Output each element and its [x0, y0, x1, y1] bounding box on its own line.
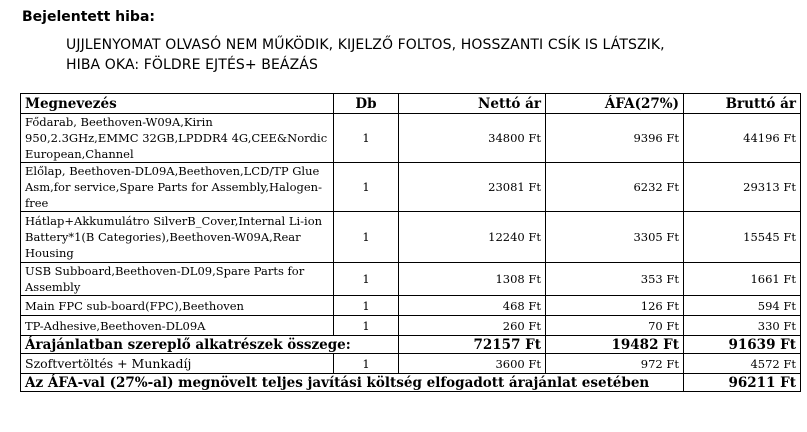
- part-qty: 1: [334, 163, 399, 212]
- labor-net: 3600 Ft: [399, 354, 546, 374]
- part-qty: 1: [334, 212, 399, 263]
- column-header-gross: Bruttó ár: [684, 94, 801, 114]
- column-header-vat: ÁFA(27%): [546, 94, 684, 114]
- part-name: Hátlap+Akkumulátro SilverB_Cover,Internal Li-ion Battery*1(B Categories),Beethoven-W09A,Rear Housing: [21, 212, 334, 263]
- part-name: USB Subboard,Beethoven-DL09,Spare Parts for Assembly: [21, 263, 334, 296]
- part-vat: 126 Ft: [546, 296, 684, 316]
- part-net-price: 23081 Ft: [399, 163, 546, 212]
- part-net-price: 12240 Ft: [399, 212, 546, 263]
- parts-sum-row: [21, 336, 801, 354]
- grand-total-row: [21, 374, 801, 392]
- column-header-net: Nettó ár: [399, 94, 546, 114]
- part-vat: 353 Ft: [546, 263, 684, 296]
- part-name: Main FPC sub-board(FPC),Beethoven: [21, 296, 334, 316]
- part-vat: 6232 Ft: [546, 163, 684, 212]
- parts-sum-label: Árajánlatban szereplő alkatrészek összege:: [21, 336, 399, 354]
- part-qty: 1: [334, 316, 399, 336]
- part-gross-price: 44196 Ft: [684, 114, 801, 163]
- part-qty: 1: [334, 114, 399, 163]
- part-name: Előlap, Beethoven-DL09A,Beethoven,LCD/TP Glue Asm,for service,Spare Parts for Assembly,Halogen-free: [21, 163, 334, 212]
- fault-description: [66, 35, 665, 75]
- parts-sum-gross: 91639 Ft: [684, 336, 801, 354]
- parts-sum-net: 72157 Ft: [399, 336, 546, 354]
- labor-qty: 1: [334, 354, 399, 374]
- part-gross-price: 15545 Ft: [684, 212, 801, 263]
- column-header-qty: Db: [334, 94, 399, 114]
- part-net-price: 468 Ft: [399, 296, 546, 316]
- grand-total-gross: 96211 Ft: [684, 374, 801, 392]
- part-net-price: 260 Ft: [399, 316, 546, 336]
- part-gross-price: 594 Ft: [684, 296, 801, 316]
- part-net-price: 34800 Ft: [399, 114, 546, 163]
- part-gross-price: 330 Ft: [684, 316, 801, 336]
- fault-description-line-1: UJJLENYOMAT OLVASÓ NEM MŰKÖDIK, KIJELZŐ FOLTOS, HOSSZANTI CSÍK IS LÁTSZIK,: [66, 37, 665, 53]
- table-row: [21, 263, 801, 296]
- labor-row: [21, 354, 801, 374]
- labor-label: Szoftvertöltés + Munkadíj: [21, 354, 334, 374]
- reported-fault-label: Bejelentett hiba:: [22, 9, 155, 25]
- repair-quote-table: [20, 93, 801, 392]
- grand-total-label: Az ÁFA-val (27%-al) megnövelt teljes javítási költség elfogadott árajánlat esetében: [21, 374, 684, 392]
- part-vat: 9396 Ft: [546, 114, 684, 163]
- part-vat: 70 Ft: [546, 316, 684, 336]
- part-qty: 1: [334, 263, 399, 296]
- part-gross-price: 1661 Ft: [684, 263, 801, 296]
- table-row: [21, 212, 801, 263]
- labor-vat: 972 Ft: [546, 354, 684, 374]
- part-gross-price: 29313 Ft: [684, 163, 801, 212]
- column-header-name: Megnevezés: [21, 94, 334, 114]
- table-row: [21, 163, 801, 212]
- table-row: [21, 296, 801, 316]
- parts-sum-vat: 19482 Ft: [546, 336, 684, 354]
- table-row: [21, 114, 801, 163]
- table-header-row: [21, 94, 801, 114]
- fault-description-line-2: HIBA OKA: FÖLDRE EJTÉS+ BEÁZÁS: [66, 57, 318, 73]
- labor-gross: 4572 Ft: [684, 354, 801, 374]
- part-net-price: 1308 Ft: [399, 263, 546, 296]
- part-vat: 3305 Ft: [546, 212, 684, 263]
- part-name: TP-Adhesive,Beethoven-DL09A: [21, 316, 334, 336]
- part-qty: 1: [334, 296, 399, 316]
- table-row: [21, 316, 801, 336]
- part-name: Fődarab, Beethoven-W09A,Kirin 950,2.3GHz,EMMC 32GB,LPDDR4 4G,CEE&Nordic European,Channel: [21, 114, 334, 163]
